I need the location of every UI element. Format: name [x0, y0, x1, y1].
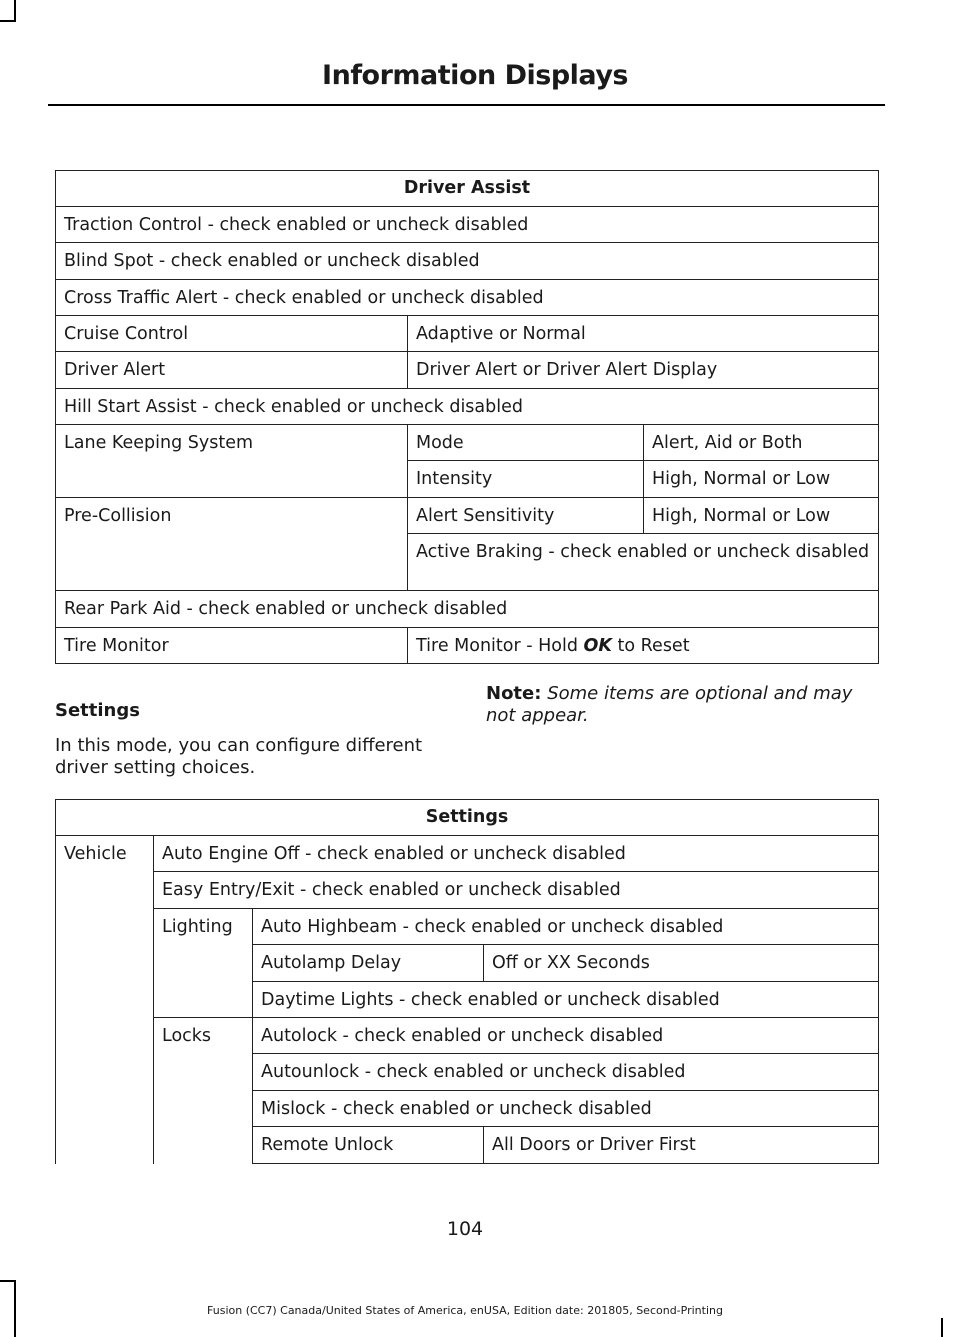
table-cell: High, Normal or Low [644, 498, 879, 534]
tire-value-suffix: to Reset [617, 636, 690, 656]
table-title: Settings [56, 800, 879, 836]
table-cell: Easy Entry/Exit - check enabled or uncheck disabled [154, 872, 879, 909]
table-row: Cross Traffic Alert - check enabled or uncheck disabled [56, 280, 879, 316]
edition-footer: Fusion (CC7) Canada/United States of America, enUSA, Edition date: 201805, Second-Printing [207, 1304, 723, 1317]
table-cell: Driver Alert [56, 352, 408, 389]
table-row: Rear Park Aid - check enabled or uncheck disabled [56, 591, 879, 628]
table-cell: Driver Alert or Driver Alert Display [408, 352, 879, 389]
header-rule [48, 104, 885, 106]
note-text: Some items are optional and may not appear. [486, 683, 853, 726]
table-cell: Mode [408, 425, 644, 461]
table-cell: Lighting [154, 909, 253, 1018]
page-title: Information Displays [322, 60, 628, 91]
table-cell: Locks [154, 1018, 253, 1164]
table-cell: Pre-Collision [56, 498, 408, 591]
table-cell: Remote Unlock [253, 1127, 484, 1164]
table-cell [408, 628, 879, 664]
section-body: In this mode, you can configure different driver setting choices. [55, 735, 423, 778]
table-cell: Alert, Aid or Both [644, 425, 879, 461]
table-cell: Adaptive or Normal [408, 316, 879, 352]
table-cell: Daytime Lights - check enabled or uncheck disabled [253, 982, 879, 1018]
table-cell: High, Normal or Low [644, 461, 879, 498]
section-heading: Settings [55, 700, 140, 721]
crop-mark [941, 1318, 943, 1337]
tire-value-prefix: Tire Monitor - Hold [416, 636, 578, 656]
table-cell: Tire Monitor [56, 628, 408, 664]
table-cell: Cruise Control [56, 316, 408, 352]
driver-assist-table [55, 170, 879, 664]
table-cell: Autolock - check enabled or uncheck disabled [253, 1018, 879, 1054]
table-cell: Lane Keeping System [56, 425, 408, 498]
table-cell: Autolamp Delay [253, 945, 484, 982]
table-cell: Autounlock - check enabled or uncheck disabled [253, 1054, 879, 1091]
note [486, 683, 886, 727]
page-number: 104 [446, 1218, 484, 1240]
table-row: Hill Start Assist - check enabled or uncheck disabled [56, 389, 879, 425]
table-cell: Active Braking - check enabled or uncheck disabled [408, 534, 879, 591]
table-title: Driver Assist [56, 171, 879, 207]
table-row: Blind Spot - check enabled or uncheck disabled [56, 243, 879, 280]
table-cell: Vehicle [56, 836, 154, 1164]
crop-mark [14, 0, 16, 22]
table-cell: All Doors or Driver First [484, 1127, 879, 1164]
table-cell: Auto Highbeam - check enabled or uncheck disabled [253, 909, 879, 945]
table-cell: Auto Engine Off - check enabled or uncheck disabled [154, 836, 879, 872]
table-cell: Intensity [408, 461, 644, 498]
crop-mark [0, 1280, 16, 1282]
table-cell: Alert Sensitivity [408, 498, 644, 534]
settings-table [55, 799, 879, 1164]
table-row: Traction Control - check enabled or uncheck disabled [56, 207, 879, 243]
crop-mark [0, 20, 16, 22]
table-cell: Mislock - check enabled or uncheck disabled [253, 1091, 879, 1127]
table-cell: Off or XX Seconds [484, 945, 879, 982]
ok-key-label: OK [583, 636, 612, 656]
note-label: Note: [486, 683, 542, 704]
